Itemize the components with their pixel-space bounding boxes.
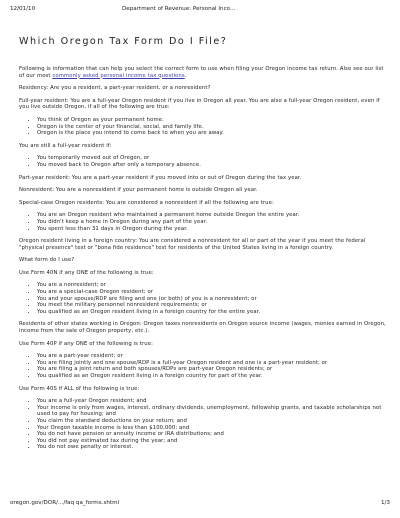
print-header xyxy=(10,6,390,16)
list-item: • Oregon is the center of your financial, social, and family life. xyxy=(37,124,388,131)
list-item: • You are a nonresident; or xyxy=(37,282,388,289)
faq-link[interactable]: commonly asked personal income tax questions xyxy=(52,72,185,79)
list-item: • You and your spouse/RDP are filing and one (or both) of you is a nonresident; or xyxy=(37,296,388,303)
document-body xyxy=(19,28,388,457)
list-item: • Your Oregon taxable income is less than $100,000; and xyxy=(37,425,388,432)
still-resident-list xyxy=(19,155,388,168)
list-item: • You are a full-year Oregon resident; and xyxy=(37,398,388,405)
full-year-paragraph: Full-year resident: You are a full-year Oregon resident if you live in Oregon all year. You are also a full-year Oregon resident, even if you live outside Oregon, if all of the following are true: xyxy=(19,97,380,111)
form-40s-paragraph: Use Form 40S if ALL of the following is true: xyxy=(19,385,140,392)
print-url: oregon.gov/DOR/.../faq qa_forms.shtml xyxy=(10,500,120,506)
list-item: • You meet the military personnel nonresident requirements; or xyxy=(37,302,388,309)
list-item: • You do not have pension or annuity income or IRA distributions; and xyxy=(37,431,388,438)
list-item: • You are filing a joint return and both spouses/RDPs are part-year Oregon residents; or xyxy=(37,366,388,373)
list-item: • You spent less than 31 days in Oregon during the year. xyxy=(37,226,388,233)
print-date: 12/01/10 xyxy=(10,6,36,12)
form-40n-paragraph: Use Form 40N if any ONE of the following is true: xyxy=(19,269,154,276)
form-40p-paragraph: Use Form 40P if any ONE of the following is true: xyxy=(19,340,153,347)
list-item: • You qualified as an Oregon resident living in a foreign country for part of the year. xyxy=(37,373,388,380)
part-year-paragraph: Part-year resident: You are a part-year resident if you moved into or out of Oregon during the tax year. xyxy=(19,174,302,181)
list-item: • You do not owe penalty or interest. xyxy=(37,444,388,451)
page-number: 1/3 xyxy=(380,500,390,506)
list-item: • Your income is only from wages, interest, ordinary dividends, unemployment, fellowship grants, and taxable scholarships not used to pay for housing; and xyxy=(37,405,388,418)
list-item: • You moved back to Oregon after only a temporary absence. xyxy=(37,162,388,169)
list-item: • You are an Oregon resident who maintained a permanent home outside Oregon the entire year. xyxy=(37,212,388,219)
form-40p-list xyxy=(19,353,388,379)
form-40n-list xyxy=(19,282,388,315)
special-case-paragraph: Special-case Oregon residents: You are considered a nonresident if all the following are true: xyxy=(19,199,274,206)
list-item: • You did not pay estimated tax during the year; and xyxy=(37,438,388,445)
foreign-country-paragraph: Oregon resident living in a foreign country: You are considered a nonresident for all or part of the year if you meet the federal "physical presence" test or "bona fide residence" test for residents of the United States living in a foreign country. xyxy=(19,238,366,251)
list-item: • You are a special-case Oregon resident; or xyxy=(37,289,388,296)
nonresident-paragraph: Nonresident: You are a nonresident if your permanent home is outside Oregon all year. xyxy=(19,187,258,194)
intro-paragraph: Following is information that can help you select the correct form to use when filing your Oregon income tax return. Also see our list of our most commonly asked personal income tax questions. xyxy=(19,66,384,79)
full-year-list xyxy=(19,117,388,137)
list-item: • You claim the standard deductions on your return; and xyxy=(37,418,388,425)
special-case-list xyxy=(19,212,388,232)
page-title: Which Oregon Tax Form Do I File? xyxy=(19,36,228,47)
list-item: • You didn't keep a home in Oregon during any part of the year. xyxy=(37,219,388,226)
other-states-paragraph: Residents of other states working in Oregon: Oregon taxes nonresidents on Oregon source income (wages, monies earned in Oregon, income from the sale of Oregon property, etc.). xyxy=(19,321,386,335)
what-form-heading: What form do I use? xyxy=(19,257,75,264)
print-footer xyxy=(10,500,390,510)
print-page-title: Department of Revenue: Personal Inco... xyxy=(122,6,236,12)
list-item: • You are a part-year resident; or xyxy=(37,353,388,360)
list-item: • Oregon is the place you intend to come back to when you are away. xyxy=(37,130,388,137)
list-item: • You are filing jointly and one spouse/RDP is a full-year Oregon resident and one is a part-year resident; or xyxy=(37,360,388,367)
residency-question: Residency: Are you a resident, a part-year resident, or a nonresident? xyxy=(19,85,211,92)
still-resident-paragraph: You are still a full-year resident if: xyxy=(19,142,112,149)
list-item: • You temporarily moved out of Oregon, or xyxy=(37,155,388,162)
list-item: • You think of Oregon as your permanent home. xyxy=(37,117,388,124)
list-item: • You qualified as an Oregon resident living in a foreign country for the entire year. xyxy=(37,309,388,316)
form-40s-list xyxy=(19,398,388,451)
